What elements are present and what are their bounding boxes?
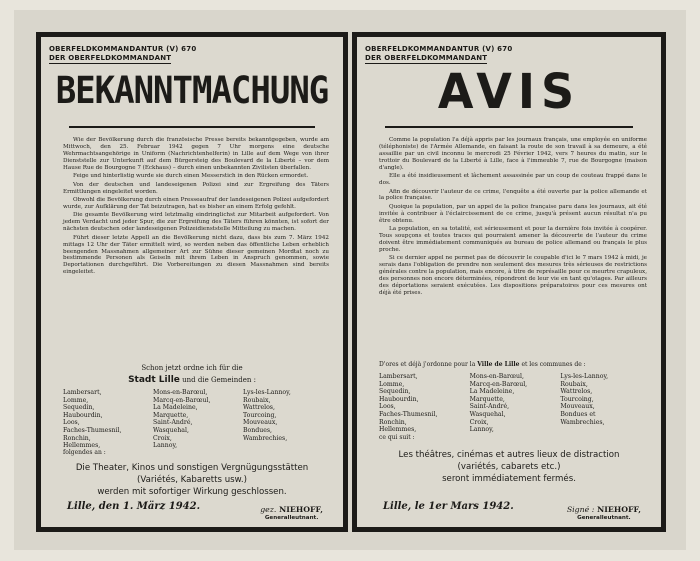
signature-block bbox=[260, 505, 323, 523]
town-name: Faches-Thumesnil, bbox=[63, 426, 122, 434]
order-intro: ce qui suit : bbox=[379, 434, 415, 441]
paragraph: Feige und hinterlistig wurde sie durch einen Messerstich in den Rücken ermordet. bbox=[73, 173, 309, 180]
signature-name: NIEHOFF, bbox=[597, 505, 641, 514]
town-name: La Madeleine, bbox=[469, 388, 515, 396]
signature-rank: Generalleutnant. bbox=[264, 515, 319, 521]
paragraph: Comme la population l'a déjà appris par les journaux français, une employée en uniforme (téléphoniste) de l'Armée Allemande, en faisant la route de son travail à sa demeure, a été assaillie par un civil inconnu le mercredi 25 Février 1942, vers 7 heures du matin, sur le trottoir du Boulevard de la Liberté à Lille, face à l'immeuble 7, rue de Bourgogne (maison d'angle). bbox=[379, 137, 647, 171]
title-underline bbox=[385, 126, 633, 128]
signature-rank: Generalleutnant. bbox=[577, 515, 631, 521]
town-name: Wattrelos, bbox=[243, 404, 275, 412]
town-name: Lambersart, bbox=[63, 389, 102, 396]
town-name: Lannoy, bbox=[469, 426, 494, 434]
town-name: Wasquehal, bbox=[153, 426, 189, 434]
town-name: Lambersart, bbox=[379, 373, 418, 380]
paragraph: Quoique la population, par un appel de la police française paru dans les journaux, ait été invitée à contribuer à l'éclaircissement de ce crime, jusqu'à présent aucun résultat n'a pu être obtenu. bbox=[379, 203, 647, 224]
town-name: Faches-Thumesnil, bbox=[379, 410, 438, 418]
paragraph: Elle a été insidieusement et lâchement assassinée par un coup de couteau frappé dans le dos. bbox=[379, 173, 647, 187]
town-name: Ronchin, bbox=[379, 418, 407, 426]
town-name: Loos, bbox=[379, 403, 396, 411]
closing-line: werden mit sofortiger Wirkung geschlossen. bbox=[97, 487, 287, 497]
paragraph: Von der deutschen und landeseigenen Polizei sind zur Ergreifung des Täters Ermittlungen eingeleitet worden. bbox=[63, 181, 329, 195]
header-line-2: DER OBERFELDKOMMANDANT bbox=[365, 54, 488, 62]
notice-body bbox=[379, 137, 647, 299]
town-name: Lys-les-Lannoy, bbox=[560, 373, 609, 380]
town-name: Lannoy, bbox=[153, 442, 178, 450]
town-name: Croix, bbox=[153, 434, 172, 442]
paragraph: Wie der Bevölkerung durch die französische Presse bereits bekanntgegeben, wurde am Mittwoch, den 25. Februar 1942 gegen 7 Uhr morgens eine deutsche Wehrmachtsangehörige in Uniform (Nachrichtenhelferin) in Lille auf dem Wege von ihrer Dienststelle zur Unterkunft auf dem Bürgersteig des Boulevard de la Liberté – vor dem Hause Rue de Bourgogne 7 (Eckhaus) – durch einen unbekannten Zivilisten überfallen. bbox=[63, 137, 329, 171]
towns-suffix: et les communes de : bbox=[521, 361, 586, 368]
closing-line: (variétés, cabarets etc.) bbox=[457, 462, 561, 472]
paragraph: La population, en sa totalité, est sérieusement et pour la dernière fois invitée à coopérer. Tous soupçons et toutes traces qui pourraient amener la découverte de l'auteur du crime doivent être immédiatement communiqués au bureau de police allemand ou français le plus proche. bbox=[379, 226, 647, 253]
town-name: Haubourdin, bbox=[379, 395, 419, 403]
town-name: Mons-en-Barœul, bbox=[469, 373, 524, 380]
header-line-1: OBERFELDKOMMANDANTUR (V) 670 bbox=[49, 45, 197, 53]
towns-city: Ville de Lille bbox=[477, 361, 520, 368]
signature-block bbox=[567, 505, 641, 523]
order-intro: folgendes an : bbox=[63, 449, 106, 456]
town-name: Croix, bbox=[469, 418, 489, 426]
signature-name: NIEHOFF, bbox=[279, 505, 323, 514]
towns-list bbox=[379, 373, 651, 434]
towns-list bbox=[63, 389, 333, 450]
header-line-2: DER OBERFELDKOMMANDANT bbox=[49, 54, 172, 62]
signature-prefix: Signé : bbox=[566, 505, 595, 514]
town-name: Wattrelos, bbox=[560, 388, 593, 396]
town-name: Saint-André, bbox=[469, 403, 510, 411]
town-name: Haubourdin, bbox=[63, 411, 103, 419]
town-name: Mouveaux, bbox=[560, 403, 595, 411]
notice-date: Lille, den 1. März 1942. bbox=[67, 501, 201, 512]
town-name: Mouveaux, bbox=[243, 419, 278, 427]
town-name: Sequedin, bbox=[63, 404, 95, 412]
notice-title: BEKANNTMACHUNG bbox=[55, 69, 329, 113]
closing-line: Les théâtres, cinémas et autres lieux de distraction bbox=[398, 450, 620, 460]
town-name: Wambrechies, bbox=[560, 418, 605, 426]
closing-order bbox=[41, 462, 343, 498]
town-name: Bondues, bbox=[243, 426, 273, 434]
town-name: Roubaix, bbox=[560, 380, 588, 388]
town-name: Hellemmes, bbox=[63, 442, 101, 450]
title-underline bbox=[69, 126, 315, 128]
notice-title: AVIS bbox=[437, 62, 581, 120]
towns-heading bbox=[379, 361, 586, 368]
towns-city-line bbox=[41, 375, 343, 385]
paragraph: Obwohl die Bevölkerung durch einen Presseaufruf der landeseigenen Polizei aufgefordert wurde, zur Aufklärung der Tat beizutragen, hat es bisher an einem Erfolg gefehlt. bbox=[63, 197, 329, 210]
paragraph: Si ce dernier appel ne permet pas de découvrir le coupable d'ici le 7 mars 1942 à midi, je serais dans l'obligation de prendre non seulement des mesures très sérieuses de restrictions générales contre la population, mais encore, à titre de représaille pour ce meurtre crapuleux, des personnes non encore déterminées, répondront de leur vie en tant qu'otages. Par ailleurs des déportations seraient exécutées. Les dispositions préparatoires pour ces mesures ont déjà été prises. bbox=[379, 255, 647, 296]
header bbox=[49, 45, 196, 64]
town-name: Marcq-en-Barœul, bbox=[469, 380, 528, 388]
closing-line: Die Theater, Kinos und sonstigen Vergnügungsstätten bbox=[75, 463, 309, 473]
town-name: Ronchin, bbox=[63, 434, 91, 442]
header-line-1: OBERFELDKOMMANDANTUR (V) 670 bbox=[365, 45, 513, 53]
towns-intro: D'ores et déjà j'ordonne pour la bbox=[379, 361, 476, 368]
town-name: Mons-en-Barœul, bbox=[153, 389, 208, 396]
poster-sheet bbox=[14, 10, 686, 550]
towns-suffix: und die Gemeinden : bbox=[182, 376, 256, 384]
paragraph: Die gesamte Bevölkerung wird letztmalig eindringlichst zur Mitarbeit aufgefordert. Von jedem Verdacht und jeder Spur, die zur Ergreifung des Täters führen könnten, ist sofort der nächsten deutschen oder landeseigenen Polizeidienststelle Mitteilung zu machen. bbox=[63, 212, 329, 233]
town-name: Loos, bbox=[63, 419, 80, 427]
town-name: Marquette, bbox=[153, 411, 189, 419]
closing-line: (Variétés, Kabaretts usw.) bbox=[137, 475, 247, 485]
german-notice-panel bbox=[36, 32, 348, 532]
towns-heading bbox=[41, 364, 343, 372]
town-name: Tourcoing, bbox=[560, 395, 594, 403]
town-name: Lomme, bbox=[379, 380, 405, 388]
signature-prefix: gez. bbox=[260, 505, 277, 514]
town-name: Lys-les-Lannoy, bbox=[243, 389, 291, 396]
paragraph: Führt dieser letzte Appell an die Bevölkerung nicht dazu, dass bis zum 7. März 1942 mittags 12 Uhr der Täter ermittelt wird, so werden neben das öffentliche Leben erheblich beengenden Massnahmen allgemeiner Art zur Sühne dieser gemeinen Mordtat noch zu bestimmende Personen als Geiseln mit ihrem Leben in Anspruch genommen, sowie Deportationen durchgeführt. Die Vorbereitungen zu diesen Massnahmen sind bereits eingeleitet. bbox=[63, 234, 329, 276]
town-name: Lomme, bbox=[63, 396, 89, 404]
closing-order bbox=[357, 449, 661, 485]
header bbox=[365, 45, 512, 64]
town-name: Tourcoing, bbox=[243, 411, 277, 419]
town-name: Wasquehal, bbox=[469, 410, 506, 418]
notice-date: Lille, le 1er Mars 1942. bbox=[383, 501, 514, 512]
closing-line: seront immédiatement fermés. bbox=[442, 474, 576, 484]
notice-body bbox=[63, 137, 329, 278]
town-name: Wambrechies, bbox=[243, 434, 288, 442]
town-name: Roubaix, bbox=[243, 396, 271, 404]
town-name: Bondues et bbox=[560, 410, 596, 418]
towns-city: Stadt Lille bbox=[128, 375, 180, 385]
town-name: Marcq-en-Barœul, bbox=[153, 396, 211, 404]
town-name: Sequedin, bbox=[379, 388, 411, 396]
french-notice-panel bbox=[352, 32, 666, 532]
town-name: La Madeleine, bbox=[153, 404, 198, 412]
paragraph: Afin de découvrir l'auteur de ce crime, l'enquête a été ouverte par la police allemande et la police française. bbox=[379, 188, 647, 202]
towns-intro: Schon jetzt ordne ich für die bbox=[141, 364, 243, 372]
town-name: Marquette, bbox=[469, 395, 505, 403]
town-name: Saint-André, bbox=[153, 419, 193, 427]
town-name: Hellemmes, bbox=[379, 426, 417, 434]
